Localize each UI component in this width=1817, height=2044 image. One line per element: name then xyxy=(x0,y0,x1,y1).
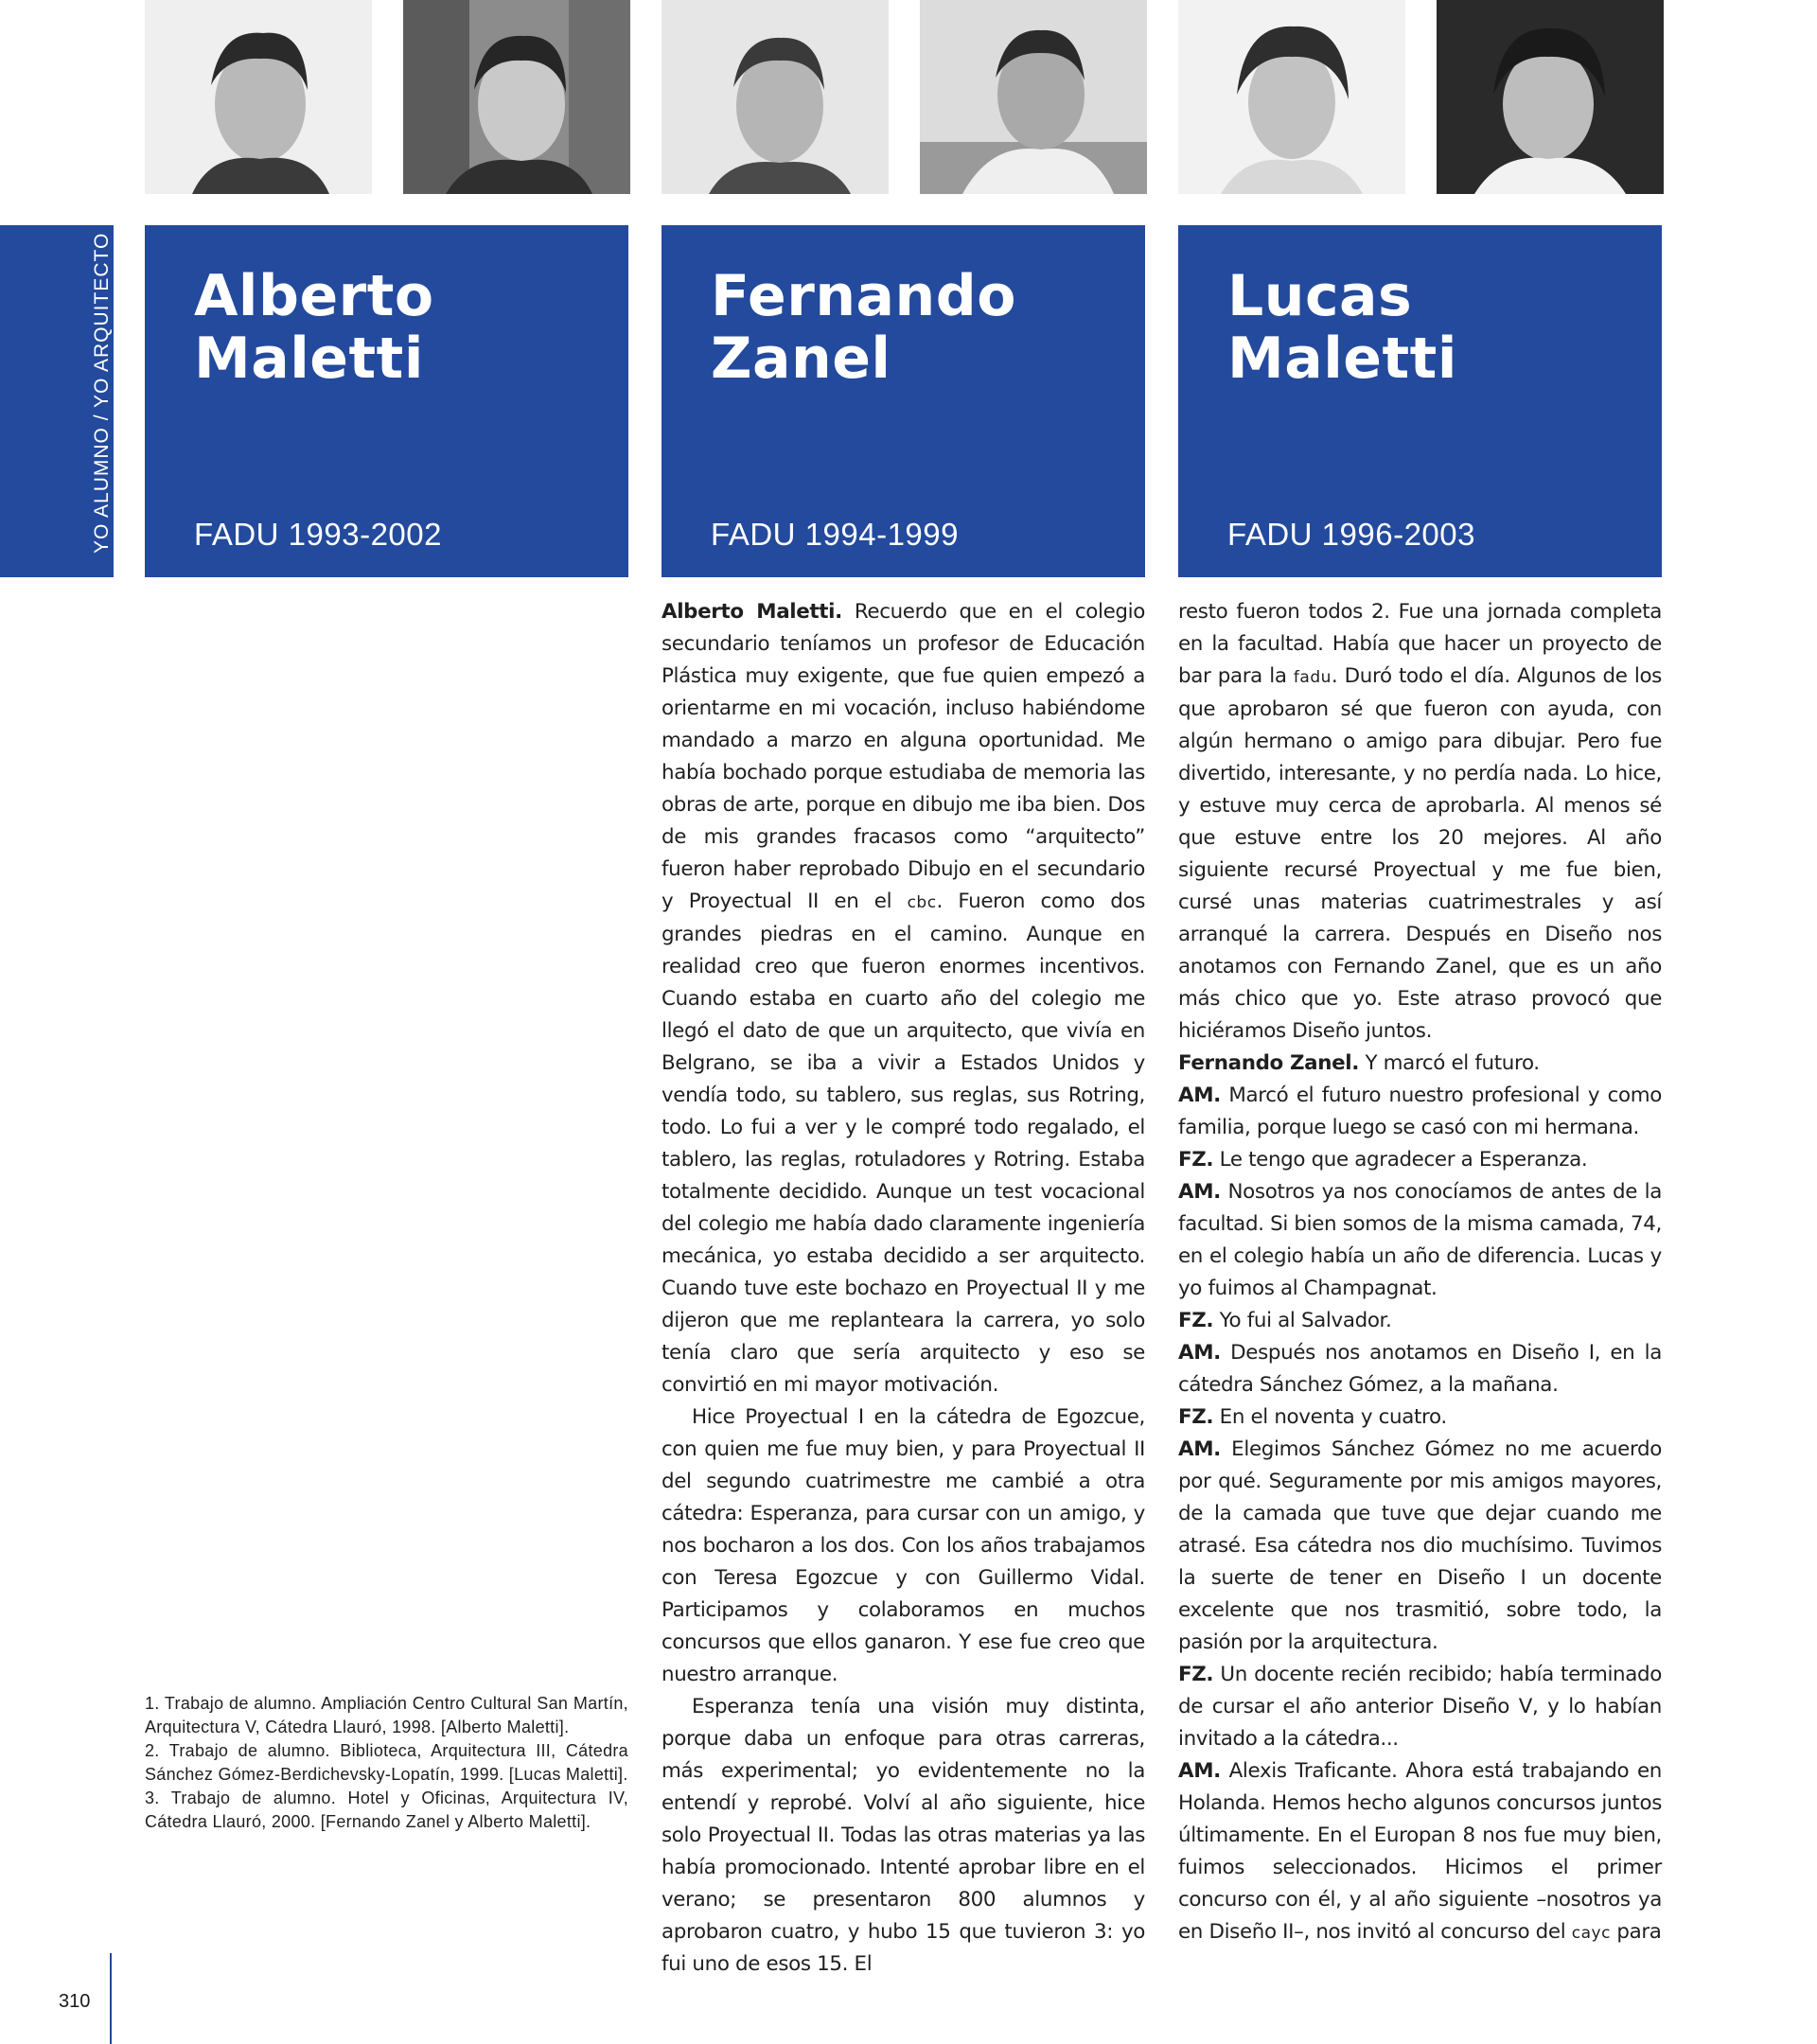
abbreviation: fadu xyxy=(1293,668,1332,687)
card-name xyxy=(711,265,1016,390)
body-column-1 xyxy=(662,596,1145,1981)
portrait-photo-1 xyxy=(145,0,372,194)
speaker-label: AM. xyxy=(1178,1180,1221,1204)
body-paragraph: Esperanza tenía una visión muy distinta, porque daba un enfoque para otras carreras, más experimental; yo evidentemente no la entendí y reprobé. Volví al año siguiente, hice solo Proyectual II. Todas las otras materias ya las había promocionado. Intenté aprobar libre en el verano; se presentaron 800 alumnos y aprobaron cuatro, y hubo 15 que tuvieron 3: yo fui uno de esos 15. El xyxy=(662,1695,1145,1976)
card-name xyxy=(1227,265,1457,390)
speaker-label: FZ. xyxy=(1178,1405,1214,1429)
card-first-name: Alberto xyxy=(194,263,434,329)
dialogue-line xyxy=(1178,1659,1662,1755)
caption: 3. Trabajo de alumno. Hotel y Oficinas, Arquitectura IV, Cátedra Llauró, 2000. [Fernando Zanel y Alberto Maletti]. xyxy=(145,1788,628,1831)
portrait-photo-icon xyxy=(1178,0,1405,194)
dialogue-text: En el noventa y cuatro. xyxy=(1213,1405,1447,1429)
dialogue-text: Elegimos Sánchez Gómez no me acuerdo por qué. Seguramente por mis amigos mayores, de la camada que tuve que dejar cuando me atrasé. Esa cátedra nos dio muchísimo. Tuvimos la suerte de tener en Diseño I un docente excelente que nos trasmitió, sobre todo, la pasión por la arquitectura. xyxy=(1178,1437,1662,1654)
dialogue-line xyxy=(1178,1305,1662,1337)
figure-captions xyxy=(145,1692,628,1834)
portrait-photo-6 xyxy=(1437,0,1664,194)
dialogue-text: Y marcó el futuro. xyxy=(1359,1051,1540,1075)
dialogue-line xyxy=(1178,1048,1662,1080)
portrait-photo-4 xyxy=(920,0,1147,194)
abbreviation: cbc xyxy=(907,893,937,912)
dialogue-line xyxy=(1178,1401,1662,1434)
speaker-label: AM. xyxy=(1178,1341,1221,1365)
abbreviation: cayc xyxy=(1571,1924,1611,1943)
card-years: FADU 1993-2002 xyxy=(194,517,442,552)
card-years: FADU 1996-2003 xyxy=(1227,517,1475,552)
speaker-label: FZ. xyxy=(1178,1663,1214,1686)
dialogue-text: Un docente recién recibido; había terminado de cursar el año anterior Diseño V, y lo habían invitado a la cátedra... xyxy=(1178,1663,1662,1751)
section-label: YO ALUMNO / YO ARQUITECTO xyxy=(91,232,113,554)
body-paragraph xyxy=(1178,596,1662,1048)
card-years: FADU 1994-1999 xyxy=(711,517,959,552)
speaker-label: AM. xyxy=(1178,1084,1221,1107)
paragraph-text: resto fueron todos 2. Fue una jornada completa en la facultad. Había que hacer un proyecto de bar para la xyxy=(1178,600,1662,688)
dialogue-line xyxy=(1178,1755,1662,1949)
portrait-photo-5 xyxy=(1178,0,1405,194)
portrait-photo-2 xyxy=(403,0,630,194)
speaker-label: Fernando Zanel. xyxy=(1178,1051,1360,1075)
portrait-photo-icon xyxy=(920,0,1147,194)
caption: 1. Trabajo de alumno. Ampliación Centro Cultural San Martín, Arquitectura V, Cátedra Llauró, 1998. [Alberto Maletti]. xyxy=(145,1694,628,1736)
dialogue-line xyxy=(1178,1144,1662,1176)
dialogue-text: Alexis Traficante. Ahora está trabajando en Holanda. Hemos hecho algunos concursos juntos últimamente. En el Europan 8 nos fue muy bien, fuimos seleccionados. Hicimos el primer concurso con él, y al año siguiente –nosotros ya en Diseño II–, nos invitó al concurso del xyxy=(1178,1759,1662,1944)
caption: 2. Trabajo de alumno. Biblioteca, Arquitectura III, Cátedra Sánchez Gómez-Berdichevsky-Lopatín, 1999. [Lucas Maletti]. xyxy=(145,1741,628,1784)
dialogue-line xyxy=(1178,1176,1662,1305)
portrait-photo-icon xyxy=(145,0,372,194)
card-first-name: Lucas xyxy=(1227,263,1413,329)
body-paragraph xyxy=(662,596,1145,1401)
page-rule xyxy=(110,1953,112,2044)
dialogue-text: Marcó el futuro nuestro profesional y como familia, porque luego se casó con mi hermana. xyxy=(1178,1084,1662,1139)
card-last-name: Maletti xyxy=(1227,326,1457,392)
card-name xyxy=(194,265,434,390)
dialogue-text: Le tengo que agradecer a Esperanza. xyxy=(1213,1148,1588,1172)
paragraph-text: . Fueron como dos grandes piedras en el camino. Aunque en realidad creo que fueron enormes incentivos. Cuando estaba en cuarto año del colegio me llegó el dato de que un arquitecto, que vivía en Belgrano, se iba a vivir a Estados Unidos y vendía todo, su tablero, sus reglas, sus Rotring, todo. Lo fui a ver y le compré todo regalado, el tablero, las reglas, rotuladores y Rotring. Estaba totalmente decidido. Aunque un test vocacional del colegio me había dado claramente ingeniería mecánica, yo estaba decidido a ser arquitecto. Cuando tuve este bochazo en Proyectual II y me dijeron que me replanteara la carrera, yo solo tenía claro que sería arquitecto y eso se convirtió en mi mayor motivación. xyxy=(662,890,1145,1397)
paragraph-text: Recuerdo que en el colegio secundario teníamos un profesor de Educación Plástica muy exigente, que fue quien empezó a orientarme en mi vocación, incluso habiéndome mandado a marzo en alguna oportunidad. Me había bochado porque estudiaba de memoria las obras de arte, porque en dibujo me iba bien. Dos de mis grandes fracasos como “arquitecto” fueron haber reprobado Dibujo en el secundario y Proyectual II en el xyxy=(662,600,1145,913)
portrait-photo-icon xyxy=(1437,0,1664,194)
speaker-label: FZ. xyxy=(1178,1309,1214,1332)
card-last-name: Maletti xyxy=(194,326,424,392)
speaker-label: Alberto Maletti. xyxy=(662,600,842,624)
name-card-lucas xyxy=(1178,225,1662,577)
page-number: 310 xyxy=(59,1991,91,2012)
body-paragraph: Hice Proyectual I en la cátedra de Egozcue, con quien me fue muy bien, y para Proyectual II del segundo cuatrimestre me cambié a otra cátedra: Esperanza, para cursar con un amigo, y nos bocharon a los dos. Con los años trabajamos con Teresa Egozcue y con Guillermo Vidal. Participamos y colaboramos en muchos concursos que ellos ganaron. Y ese fue creo que nuestro arranque. xyxy=(662,1405,1145,1686)
dialogue-line xyxy=(1178,1337,1662,1401)
body-column-2 xyxy=(1178,596,1662,1949)
dialogue-line xyxy=(1178,1434,1662,1659)
dialogue-line xyxy=(1178,1080,1662,1144)
speaker-label: FZ. xyxy=(1178,1148,1214,1172)
paragraph-text: . Duró todo el día. Algunos de los que aprobaron sé que fueron con ayuda, con algún hermano o amigo para dibujar. Pero fue divertido, interesante, y no perdía nada. Lo hice, y estuve muy cerca de aprobarla. Al menos sé que estuve entre los 20 mejores. Al año siguiente recursé Proyectual y me fue bien, cursé unas materias cuatrimestrales y así arranqué la carrera. Después en Diseño nos anotamos con Fernando Zanel, que es un año más chico que yo. Este atraso provocó que hiciéramos Diseño juntos. xyxy=(1178,664,1662,1043)
dialogue-text: Yo fui al Salvador. xyxy=(1213,1309,1392,1332)
portrait-photo-3 xyxy=(662,0,889,194)
name-card-alberto xyxy=(145,225,628,577)
name-card-fernando xyxy=(662,225,1145,577)
card-last-name: Zanel xyxy=(711,326,891,392)
portrait-photo-icon xyxy=(662,0,889,194)
portrait-photo-icon xyxy=(403,0,630,194)
dialogue-text: Después nos anotamos en Diseño I, en la cátedra Sánchez Gómez, a la mañana. xyxy=(1178,1341,1662,1397)
speaker-label: AM. xyxy=(1178,1437,1221,1461)
card-first-name: Fernando xyxy=(711,263,1016,329)
dialogue-text: para xyxy=(1610,1920,1662,1944)
speaker-label: AM. xyxy=(1178,1759,1221,1783)
dialogue-text: Nosotros ya nos conocíamos de antes de la facultad. Si bien somos de la misma camada, 74, en el colegio había un año de diferencia. Lucas y yo fuimos al Champagnat. xyxy=(1178,1180,1662,1300)
